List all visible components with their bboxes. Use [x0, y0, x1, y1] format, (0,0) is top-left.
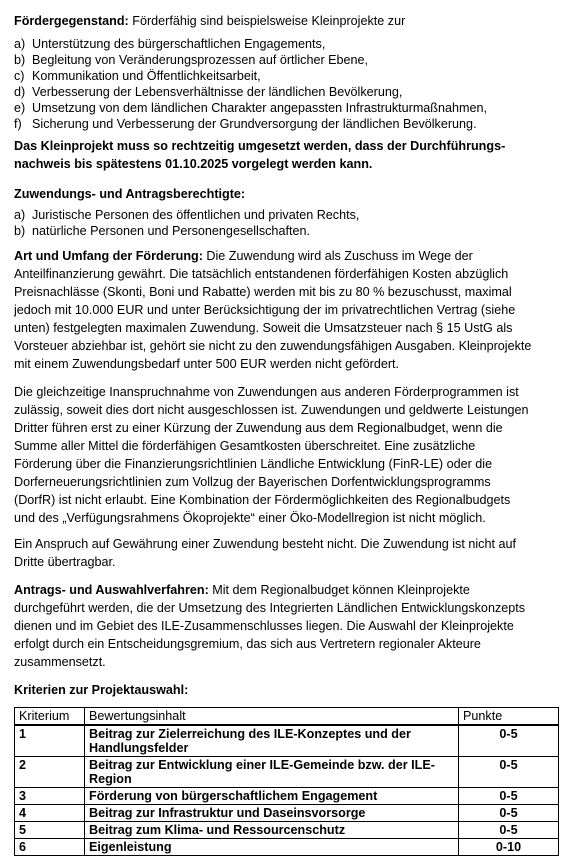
list-letter: b)	[14, 53, 26, 67]
list-text: Umsetzung von dem ländlichen Charakter angepassten Infrastrukturmaßnahmen,	[32, 101, 488, 115]
criterion-points: 0-5	[459, 757, 559, 788]
criterion-points: 0-5	[459, 805, 559, 822]
list-item	[14, 68, 562, 84]
combination-paragraph	[14, 383, 562, 527]
table-row	[15, 757, 559, 788]
criterion-points: 0-5	[459, 725, 559, 757]
text-line: Ein Anspruch auf Gewährung einer Zuwendung besteht nicht. Die Zuwendung ist nicht auf	[14, 537, 516, 551]
funding-subject-section	[14, 12, 562, 132]
list-letter: a)	[14, 208, 26, 222]
list-text: Unterstützung des bürgerschaftlichen Engagements,	[32, 37, 326, 51]
list-text: natürliche Personen und Personengesellschaften.	[32, 224, 310, 238]
deadline-line-1: Das Kleinprojekt muss so rechtzeitig umgesetzt werden, dass der Durchführungs-	[14, 139, 506, 153]
text-line: und des „Verfügungsrahmens Ökoprojekte“ einer Öko-Modellregion ist nicht möglich.	[14, 511, 486, 525]
text-line: Summe aller Mittel die förderfähigen Gesamtkosten überschreitet. Eine zusätzliche	[14, 439, 476, 453]
funding-subject-intro-text: Förderfähig sind beispielsweise Kleinprojekte zur	[128, 14, 406, 28]
deadline-line-2: nachweis bis spätestens 01.10.2025 vorgelegt werden kann.	[14, 157, 373, 171]
criteria-heading: Kriterien zur Projektauswahl:	[14, 683, 189, 697]
table-row	[15, 788, 559, 805]
text-line: erfolgt durch ein Entscheidungsgremium, das sich aus Vertretern regionaler Akteure	[14, 637, 481, 651]
criterion-number: 2	[15, 757, 85, 788]
criteria-table	[14, 707, 559, 856]
text-line	[14, 247, 562, 265]
text-line: durchgeführt werden, die der Umsetzung des Integrierten Ländlichen Entwicklungskonzepts	[14, 601, 526, 615]
criterion-content: Eigenleistung	[85, 839, 459, 856]
text-line: Dorferneuerungsrichtlinien zum Vollzug der Bayerischen Dorfentwicklungsprogramms	[14, 475, 491, 489]
list-letter: b)	[14, 224, 26, 238]
list-text: Begleitung von Veränderungsprozessen auf örtlicher Ebene,	[32, 53, 369, 67]
list-item	[14, 116, 562, 132]
text-line: mit einem Zuwendungsbedarf unter 500 EUR werden nicht gefördert.	[14, 357, 400, 371]
list-text: Kommunikation und Öffentlichkeitsarbeit,	[32, 69, 261, 83]
list-item	[14, 207, 562, 223]
type-scope-paragraph	[14, 247, 562, 373]
list-letter: a)	[14, 37, 26, 51]
list-item	[14, 100, 562, 116]
list-item	[14, 84, 562, 100]
text-line	[14, 581, 562, 599]
criterion-content: Beitrag zur Zielerreichung des ILE-Konzeptes und der Handlungsfelder	[85, 725, 459, 757]
table-row	[15, 725, 559, 757]
eligible-section	[14, 185, 562, 239]
table-row	[15, 839, 559, 856]
text-line: Preisnachlässe (Skonti, Boni und Rabatte) werden mit bis zu 80 % bezuschusst, maximal	[14, 285, 512, 299]
column-header-points: Punkte	[459, 708, 559, 726]
eligible-list	[14, 207, 562, 239]
list-letter: d)	[14, 85, 26, 99]
criterion-number: 1	[15, 725, 85, 757]
funding-subject-list	[14, 36, 562, 132]
list-text: Sicherung und Verbesserung der Grundversorgung der ländlichen Bevölkerung.	[32, 117, 477, 131]
type-scope-line-1: Die Zuwendung wird als Zuschuss im Wege der	[202, 249, 473, 263]
criterion-number: 5	[15, 822, 85, 839]
text-line: Vorsteuer abziehbar ist, gehört sie nicht zu den zuwendungsfähigen Ausgaben. Kleinprojekte	[14, 339, 532, 353]
text-line: zusammensetzt.	[14, 655, 106, 669]
funding-subject-intro	[14, 12, 562, 30]
eligible-heading: Zuwendungs- und Antragsberechtigte:	[14, 187, 246, 201]
text-line: unten) festgelegten maximalen Zuwendung. Soweit die Umsatzsteuer nach § 15 UstG als	[14, 321, 513, 335]
procedure-line-1: Mit dem Regionalbudget können Kleinprojekte	[208, 583, 470, 597]
text-line: Förderung über die Finanzierungsrichtlinien Ländliche Entwicklung (FinR-LE) oder die	[14, 457, 493, 471]
list-letter: e)	[14, 101, 26, 115]
text-line: jedoch mit 10.000 EUR und unter Berücksichtigung der im privatrechtlichen Vertrag (siehe	[14, 303, 516, 317]
criteria-header-row	[15, 708, 559, 726]
text-line: zulässig, soweit dies dort nicht ausgeschlossen ist. Zuwendungen und geldwerte Leistungen	[14, 403, 529, 417]
table-row	[15, 822, 559, 839]
criterion-content: Beitrag zur Infrastruktur und Daseinsvorsorge	[85, 805, 459, 822]
funding-subject-label: Fördergegenstand:	[14, 14, 129, 28]
list-letter: f)	[14, 117, 22, 131]
list-letter: c)	[14, 69, 25, 83]
criterion-number: 6	[15, 839, 85, 856]
procedure-label: Antrags- und Auswahlverfahren:	[14, 583, 209, 597]
table-row	[15, 805, 559, 822]
criterion-content: Förderung von bürgerschaftlichem Engagement	[85, 788, 459, 805]
text-line: dienen und im Gebiet des ILE-Zusammenschlusses liegen. Die Auswahl der Kleinprojekte	[14, 619, 514, 633]
list-item	[14, 52, 562, 68]
column-header-criterion: Kriterium	[15, 708, 85, 726]
text-line: Die gleichzeitige Inanspruchnahme von Zuwendungen aus anderen Förderprogrammen ist	[14, 385, 519, 399]
list-text: Juristische Personen des öffentlichen und privaten Rechts,	[32, 208, 360, 222]
column-header-content: Bewertungsinhalt	[85, 708, 459, 726]
list-item	[14, 36, 562, 52]
criterion-number: 3	[15, 788, 85, 805]
criterion-number: 4	[15, 805, 85, 822]
procedure-paragraph	[14, 581, 562, 671]
deadline-notice	[14, 137, 562, 173]
text-line: Dritter führen erst zu einer Kürzung der Zuwendung aus dem Regionalbudget, wenn die	[14, 421, 503, 435]
type-scope-label: Art und Umfang der Förderung:	[14, 249, 203, 263]
text-line: Anteilfinanzierung gewährt. Die tatsächlich entstandenen förderfähigen Kosten abzüglich	[14, 267, 509, 281]
criterion-points: 0-10	[459, 839, 559, 856]
text-line: Dritte übertragbar.	[14, 555, 116, 569]
criterion-content: Beitrag zum Klima- und Ressourcenschutz	[85, 822, 459, 839]
criterion-points: 0-5	[459, 788, 559, 805]
no-claim-paragraph	[14, 535, 562, 571]
criterion-points: 0-5	[459, 822, 559, 839]
text-line: (DorfR) ist nicht erlaubt. Eine Kombination der Fördermöglichkeiten des Regionalbudgets	[14, 493, 511, 507]
list-item	[14, 223, 562, 239]
criterion-content: Beitrag zur Entwicklung einer ILE-Gemeinde bzw. der ILE-Region	[85, 757, 459, 788]
list-text: Verbesserung der Lebensverhältnisse der ländlichen Bevölkerung,	[32, 85, 403, 99]
